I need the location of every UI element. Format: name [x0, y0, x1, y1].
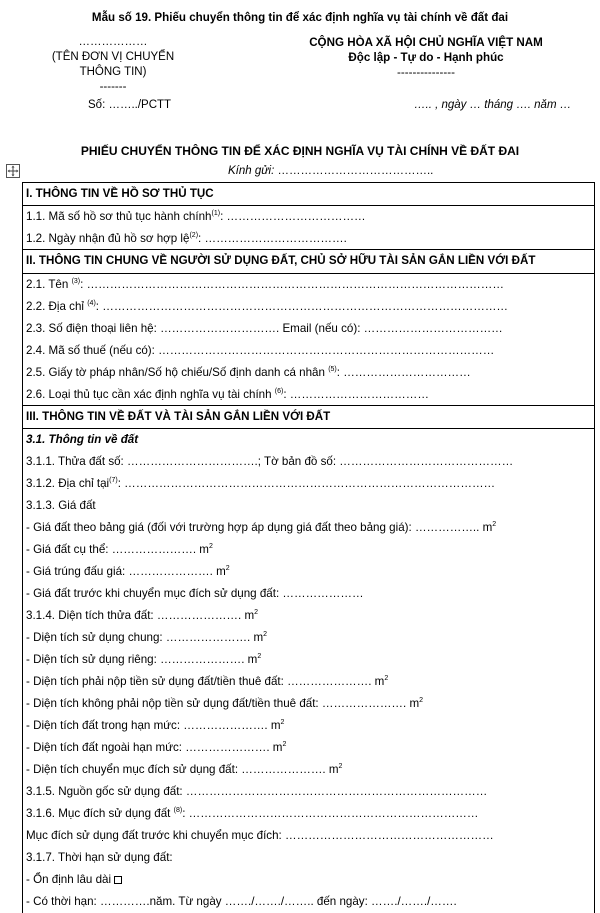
table-row — [23, 869, 595, 891]
unit-name-line2: THÔNG TIN) — [79, 66, 147, 78]
table-row — [23, 451, 595, 473]
row-text: 3.1.7. Thời hạn sử dụng đất: — [26, 851, 173, 864]
move-handle-icon[interactable] — [6, 164, 20, 178]
table-row — [23, 583, 595, 605]
table-row — [23, 693, 595, 715]
info-table — [22, 182, 595, 913]
row-superscript: 2 — [208, 543, 213, 551]
row-superscript: 2 — [419, 697, 424, 705]
row-text: 3.1.2. Địa chỉ tại — [26, 477, 110, 490]
row-text: 3.1.1. Thửa đất số: …………………………….; Tờ bản đồ số: ……………………………………… — [26, 455, 514, 468]
motto-rule: --------------- — [397, 66, 455, 79]
section3-lines — [23, 451, 595, 913]
row-text: - Có thời hạn: ………….năm. Từ ngày ……./……./…….. đến ngày: ……./……./……. — [26, 895, 457, 908]
row-text: - Diện tích đất ngoài hạn mức: …………………. m — [26, 741, 283, 754]
country-name: CỘNG HÒA XÃ HỘI CHỦ NGHĨA VIỆT NAM — [309, 36, 543, 49]
row-superscript: 2 — [282, 741, 287, 749]
motto: Độc lập - Tự do - Hạnh phúc — [348, 51, 504, 64]
table-row — [23, 539, 595, 561]
row-superscript: 2 — [263, 631, 268, 639]
table-row — [23, 803, 595, 825]
table-row: 2.6. Loại thủ tục cần xác định nghĩa vụ tài chính $^{(6)}$: ……………………………… — [23, 384, 595, 406]
document-number: Số: ……../PCTT — [88, 99, 172, 111]
row-text: - Diện tích sử dụng riêng: …………………. m — [26, 653, 258, 666]
table-row — [23, 781, 595, 803]
row-superscript: 2 — [257, 653, 262, 661]
unit-rule: ------- — [99, 81, 127, 93]
table-row — [23, 517, 595, 539]
row-text: 3.1.5. Nguồn gốc sử dụng đất: …………………………………………………………………… — [26, 785, 488, 798]
recipient-line — [228, 165, 433, 177]
row-text: - Diện tích chuyển mục đích sử dụng đất: …………………. m — [26, 763, 339, 776]
row-superscript: 2 — [280, 719, 285, 727]
row-text: - Giá trúng đấu giá: …………………. m — [26, 565, 226, 578]
table-row — [23, 627, 595, 649]
row-text: 3.1.4. Diện tích thửa đất: …………………. m — [26, 609, 255, 622]
table-row: 2.1. Tên $^{(3)}$: ……………………………………………………………………………………………… — [23, 274, 595, 296]
row-superscript: 2 — [338, 763, 343, 771]
table-row: 1.2. Ngày nhận đủ hồ sơ hợp lệ$^{(2)}$: ………………………………. — [23, 228, 595, 250]
row-text: - Giá đất trước khi chuyển mục đích sử dụng đất: ………………… — [26, 587, 364, 600]
table-row — [23, 847, 595, 869]
row-text: Mục đích sử dụng đất trước khi chuyển mục đích: ……………………………………………… — [26, 829, 494, 842]
unit-name-dots: ……………… — [78, 36, 148, 48]
row-text: - Diện tích không phải nộp tiền sử dụng đất/tiền thuê đất: …………………. m — [26, 697, 420, 710]
checkbox-icon[interactable] — [114, 876, 122, 884]
document-date: ….. , ngày … tháng …. năm … — [414, 99, 572, 111]
section2-heading: II. THÔNG TIN CHUNG VỀ NGƯỜI SỬ DỤNG ĐẤT, CHỦ SỞ HỮU TÀI SẢN GẮN LIỀN VỚI ĐẤT — [23, 250, 595, 274]
recipient-dots: ………………………………….. — [274, 165, 434, 177]
row-superscript: 2 — [384, 675, 389, 683]
document-title: PHIẾU CHUYỂN THÔNG TIN ĐỂ XÁC ĐỊNH NGHĨA VỤ TÀI CHÍNH VỀ ĐẤT ĐAI — [80, 144, 520, 158]
recipient-label: Kính gửi: — [228, 165, 275, 177]
row-superscript: (8) — [173, 807, 183, 815]
table-row — [23, 825, 595, 847]
section3-heading: III. THÔNG TIN VỀ ĐẤT VÀ TÀI SẢN GẮN LIỀN VỚI ĐẤT — [23, 406, 595, 429]
table-row — [23, 671, 595, 693]
row-text: - Giá đất cụ thể: …………………. m — [26, 543, 209, 556]
row-text: - Diện tích phải nộp tiền sử dụng đất/tiền thuê đất: …………………. m — [26, 675, 385, 688]
row-text: 3.1.3. Giá đất — [26, 499, 96, 512]
row-superscript: 2 — [254, 609, 259, 617]
table-row — [23, 715, 595, 737]
row-superscript: (7) — [109, 477, 118, 485]
table-row: 2.2. Địa chỉ $^{(4)}$: …………………………………………………………………………………………… — [23, 296, 595, 318]
table-row — [23, 649, 595, 671]
national-motto-block — [260, 35, 592, 80]
form-number-title: Mẫu số 19. Phiếu chuyển thông tin để xác định nghĩa vụ tài chính về đất đai — [91, 11, 509, 24]
row-text: - Giá đất theo bảng giá (đối với trường hợp áp dụng giá đất theo bảng giá): …………….. m — [26, 521, 493, 534]
row-superscript: 2 — [492, 521, 497, 529]
row-text: 3.1.6. Mục đích sử dụng đất — [26, 807, 174, 820]
table-row: 2.4. Mã số thuế (nếu có): …………………………………………………………………………… — [23, 340, 595, 362]
table-row — [23, 737, 595, 759]
issuing-unit-block — [38, 35, 188, 95]
section1-heading: I. THÔNG TIN VỀ HỒ SƠ THỦ TỤC — [23, 183, 595, 206]
table-row: 2.5. Giấy tờ pháp nhân/Số hộ chiếu/Số định danh cá nhân $^{(5)}$: …………………………… — [23, 362, 595, 384]
row-text: - Diện tích sử dụng chung: …………………. m — [26, 631, 264, 644]
table-row: 1.1. Mã số hồ sơ thủ tục hành chính$^{(1)}$: ……………………………… — [23, 206, 595, 228]
table-row — [23, 891, 595, 913]
table-row — [23, 759, 595, 781]
row-superscript: 2 — [225, 565, 230, 573]
row-dots: : …………………………………………………………………………………… — [117, 477, 496, 490]
row-dots: : ………………………………………………………………… — [182, 807, 479, 820]
table-row — [23, 605, 595, 627]
table-row: 2.3. Số điện thoại liên hệ: …………………………. Email (nếu có): ……………………………… — [23, 318, 595, 340]
row-text: - Diện tích đất trong hạn mức: …………………. m — [26, 719, 281, 732]
table-row — [23, 473, 595, 495]
row-text: - Ổn định lâu dài — [26, 873, 112, 886]
section3-subheading: 3.1. Thông tin về đất — [23, 429, 595, 451]
table-row — [23, 561, 595, 583]
table-row — [23, 495, 595, 517]
unit-name-line1: (TÊN ĐƠN VỊ CHUYỂN — [51, 51, 175, 63]
